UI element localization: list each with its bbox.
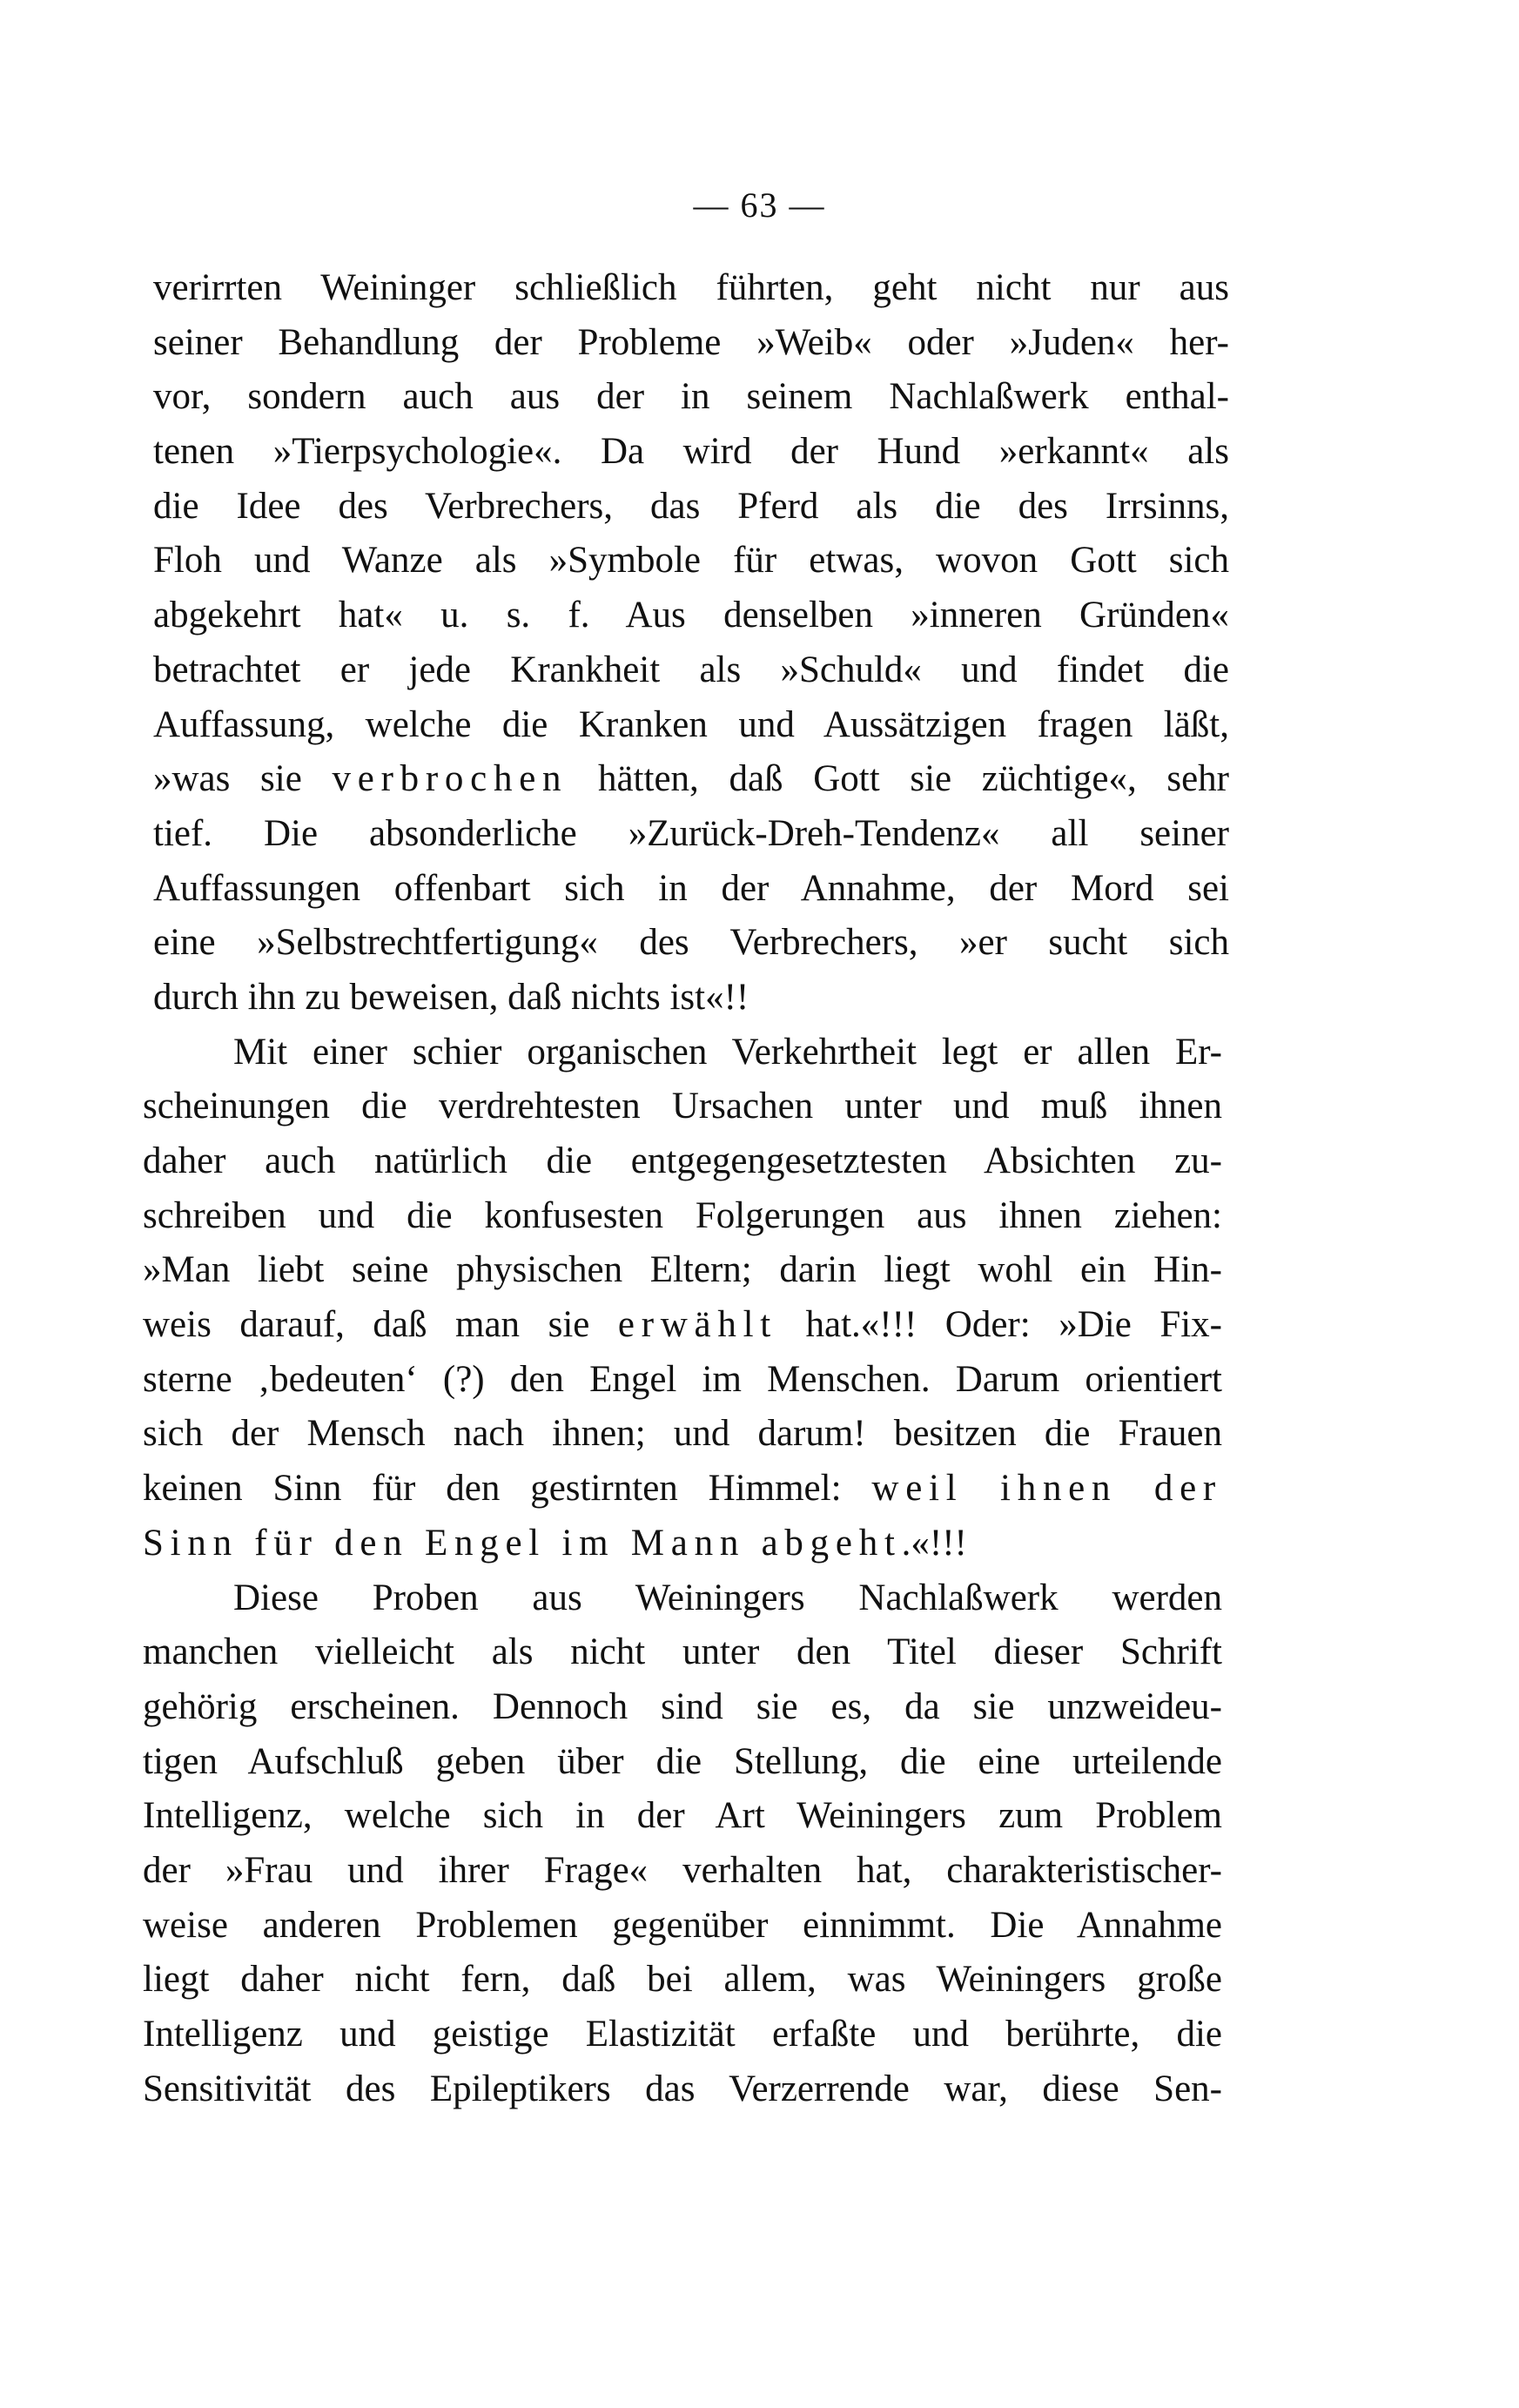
text-line [153, 807, 1229, 862]
text-segment: Floh und Wanze als »Symbole für etwas, wovon Gott sich [153, 540, 1229, 582]
text-segment: verirrten Weininger schließlich führten, geht nicht nur aus [153, 267, 1229, 308]
text-line [153, 643, 1229, 698]
text-line [153, 752, 1229, 807]
text-line [143, 1080, 1222, 1134]
text-line [143, 1789, 1222, 1844]
text-line [153, 534, 1229, 589]
text-segment: betrachtet er jede Krankheit als »Schuld« und findet die [153, 649, 1229, 690]
text-segment: Intelligenz und geistige Elastizität erfaßte und berührte, die [143, 2014, 1222, 2055]
text-segment: vor, sondern auch aus der in seinem Nachlaßwerk enthal- [153, 376, 1229, 418]
body-text [143, 261, 1230, 2116]
text-segment: durch ihn zu beweisen, daß nichts ist«!! [153, 976, 749, 1018]
text-line [153, 261, 1229, 316]
text-line [153, 862, 1229, 917]
text-segment: der »Frau und ihrer Frage« verhalten hat, charakteristischer- [143, 1849, 1222, 1891]
text-segment: »was sie [153, 758, 333, 800]
text-segment: abgekehrt hat« u. s. f. Aus denselben »inneren Gründen« [153, 595, 1229, 636]
text-line [143, 1953, 1222, 2008]
text-segment: Mit einer schier organischen Verkehrtheit legt er allen Er- [233, 1031, 1222, 1073]
text-segment: sich der Mensch nach ihnen; und darum! besitzen die Frauen [143, 1413, 1222, 1455]
text-segment: Intelligenz, welche sich in der Art Weiningers zum Problem [143, 1795, 1222, 1837]
text-line [153, 370, 1229, 425]
text-segment: eine »Selbstrechtfertigung« des Verbrechers, »er sucht sich [153, 922, 1229, 964]
text-segment: weis darauf, daß man sie [143, 1304, 618, 1346]
text-segment: die Idee des Verbrechers, das Pferd als die des Irrsinns, [153, 485, 1229, 527]
text-segment: tigen Aufschluß geben über die Stellung, die eine urteilende [143, 1740, 1222, 1782]
text-segment: sterne ‚bedeuten‘ (?) den Engel im Menschen. Darum orientiert [143, 1358, 1222, 1400]
text-segment: daher auch natürlich die entgegengesetztesten Absichten zu- [143, 1140, 1222, 1181]
text-segment: seiner Behandlung der Probleme »Weib« oder »Juden« her- [153, 321, 1229, 363]
text-segment: Auffassung, welche die Kranken und Aussätzigen fragen läßt, [153, 703, 1229, 745]
page-number: — 63 — [693, 185, 826, 225]
text-line [143, 2008, 1222, 2062]
spaced-emphasis-text: weil ihnen der [871, 1468, 1222, 1510]
text-segment: .«!!! [901, 1522, 967, 1564]
text-segment: keinen Sinn für den gestirnten Himmel: [143, 1468, 872, 1510]
spaced-emphasis-text: Sinn für den Engel im Mann abgeht [143, 1522, 902, 1564]
text-line [143, 1298, 1222, 1353]
text-line [143, 2062, 1222, 2117]
text-segment: schreiben und die konfusesten Folgerungen aus ihnen ziehen: [143, 1194, 1222, 1236]
text-line [143, 1243, 1222, 1298]
text-segment: »Man liebt seine physischen Eltern; darin liegt wohl ein Hin- [143, 1249, 1222, 1291]
text-line [143, 1026, 1222, 1080]
text-segment: weise anderen Problemen gegenüber einnimmt. Die Annahme [143, 1904, 1222, 1946]
text-line [143, 1407, 1222, 1462]
text-segment: tief. Die absonderliche »Zurück-Dreh-Tendenz« all seiner [153, 812, 1229, 854]
text-line [143, 1462, 1222, 1517]
text-line [143, 1189, 1222, 1244]
text-line [143, 1844, 1222, 1899]
text-line [143, 1899, 1222, 1954]
text-line [153, 316, 1229, 371]
text-line [153, 916, 1229, 971]
text-segment: Diese Proben aus Weiningers Nachlaßwerk werden [233, 1577, 1222, 1618]
text-line [153, 971, 1229, 1026]
text-line [143, 1517, 1222, 1571]
text-line [153, 589, 1229, 643]
text-segment: hätten, daß Gott sie züchtige«, sehr [568, 758, 1230, 800]
text-line [143, 1571, 1222, 1626]
text-line [153, 425, 1229, 480]
text-segment: hat.«!!! Oder: »Die Fix- [777, 1304, 1222, 1346]
text-line [143, 1353, 1222, 1408]
spaced-emphasis-text: verbrochen [332, 758, 568, 800]
text-line [143, 1625, 1222, 1680]
text-line [143, 1735, 1222, 1790]
text-segment: scheinungen die verdrehtesten Ursachen unter und muß ihnen [143, 1086, 1222, 1127]
text-segment: tenen »Tierpsychologie«. Da wird der Hund »erkannt« als [153, 431, 1229, 473]
text-segment: manchen vielleicht als nicht unter den Titel dieser Schrift [143, 1631, 1222, 1673]
text-line [153, 480, 1229, 535]
text-segment: gehörig erscheinen. Dennoch sind sie es, da sie unzweideu- [143, 1685, 1222, 1727]
text-segment: Sensitivität des Epileptikers das Verzerrende war, diese Sen- [143, 2068, 1222, 2109]
text-segment: Auffassungen offenbart sich in der Annahme, der Mord sei [153, 867, 1229, 909]
spaced-emphasis-text: erwählt [617, 1304, 777, 1346]
text-line [153, 698, 1229, 753]
text-segment: liegt daher nicht fern, daß bei allem, was Weiningers große [143, 1959, 1222, 2001]
text-line [143, 1680, 1222, 1735]
text-line [143, 1134, 1222, 1189]
